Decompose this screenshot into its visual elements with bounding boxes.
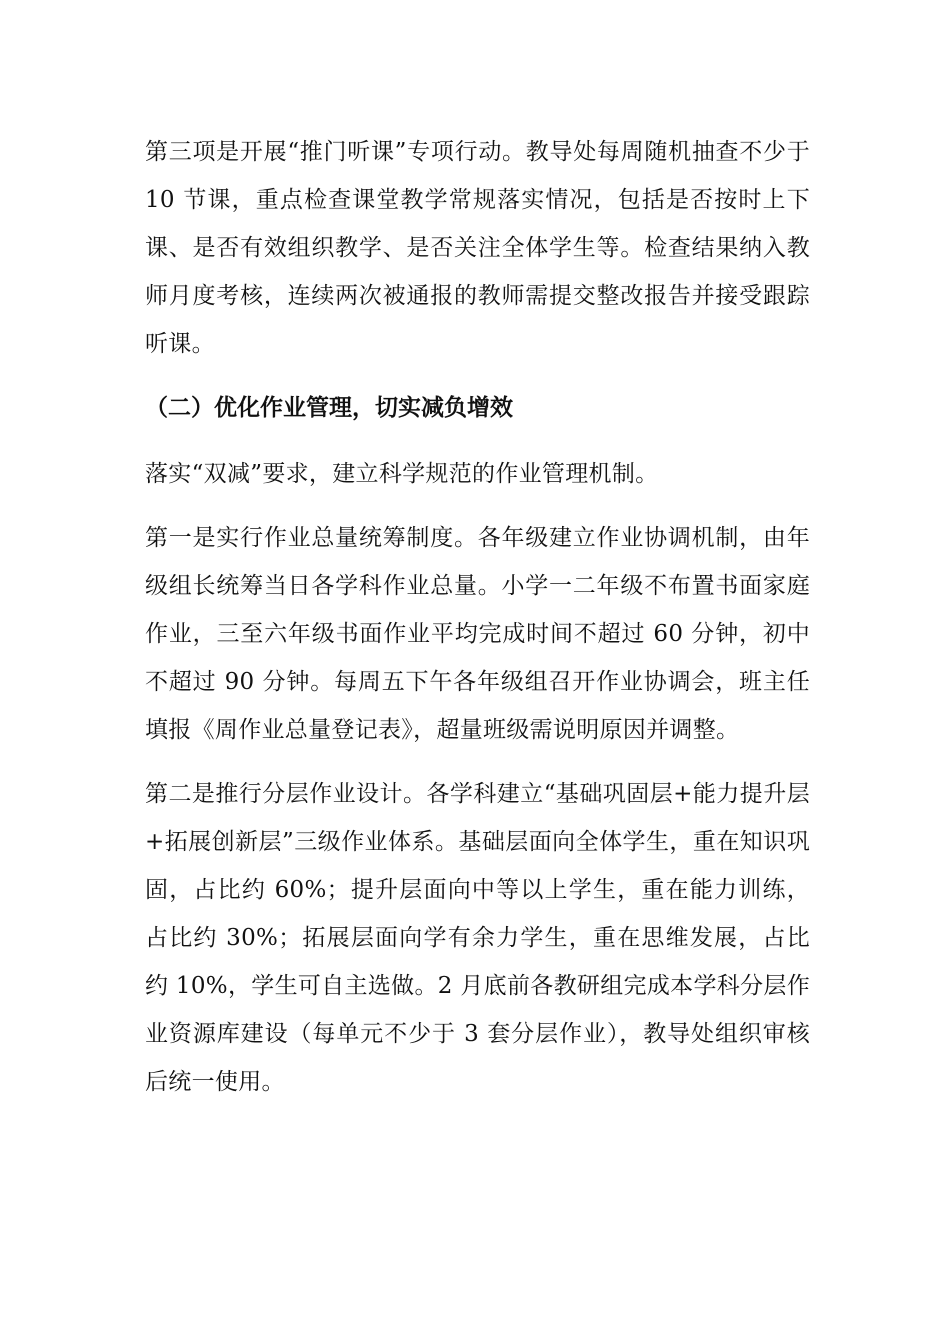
paragraph-homework-total-control: 第一是实行作业总量统筹制度。各年级建立作业协调机制，由年级组长统筹当日各学科作业总量。小学一二年级不布置书面家庭作业，三至六年级书面作业平均完成时间不超过 60 分钟，初中不超过 90 分钟。每周五下午各年级组召开作业协调会，班主任填报《周作业总量登记表》，超量班级需说明原因并调整。 (145, 525, 810, 743)
document-page (145, 128, 810, 1122)
paragraph-push-door-lecture: 第三项是开展“推门听课”专项行动。教导处每周随机抽查不少于 10 节课，重点检查课堂教学常规落实情况，包括是否按时上下课、是否有效组织教学、是否关注全体学生等。检查结果纳入教师月度考核，连续两次被通报的教师需提交整改报告并接受跟踪听课。 (145, 139, 810, 357)
paragraph-layered-homework: 第二是推行分层作业设计。各学科建立“基础巩固层+能力提升层+拓展创新层”三级作业体系。基础层面向全体学生，重在知识巩固，占比约 60%；提升层面向中等以上学生，重在能力训练，占比约 30%；拓展层面向学有余力学生，重在思维发展，占比约 10%，学生可自主选做。2 月底前各教研组完成本学科分层作业资源库建设（每单元不少于 3 套分层作业），教导处组织审核后统一使用。 (145, 781, 810, 1095)
paragraph-double-reduction: 落实“双减”要求，建立科学规范的作业管理机制。 (145, 461, 659, 487)
section-heading-homework-management: （二）优化作业管理，切实减负增效 (145, 395, 513, 421)
